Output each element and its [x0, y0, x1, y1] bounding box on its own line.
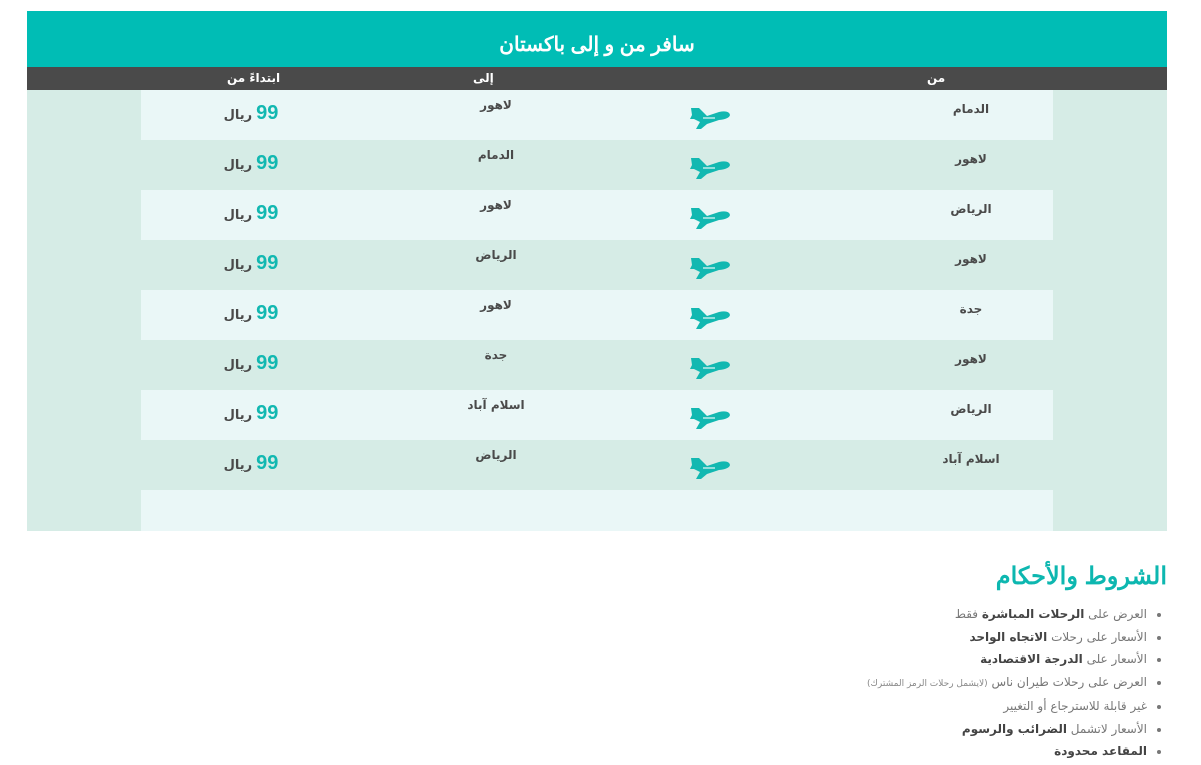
price-currency: ريال	[223, 458, 253, 473]
terms-item	[867, 718, 1147, 741]
price-currency: ريال	[223, 108, 253, 123]
airplane-icon	[689, 202, 733, 230]
route-price	[201, 402, 301, 425]
route-from: اسلام آباد	[942, 452, 1000, 466]
header-to: إلى	[473, 71, 494, 85]
airplane-icon	[689, 252, 733, 280]
price-value: 99	[256, 152, 279, 174]
price-value: 99	[256, 102, 279, 124]
route-to: الدمام	[477, 148, 515, 162]
price-currency: ريال	[223, 408, 253, 423]
terms-list	[867, 603, 1167, 763]
route-to: اسلام آباد	[467, 398, 525, 412]
route-price	[201, 302, 301, 325]
terms-emphasis: المقاعد محدودة	[1054, 744, 1147, 758]
route-to: لاهور	[480, 298, 512, 312]
terms-text: غير قابلة للاسترجاع أو التغيير	[1003, 699, 1147, 713]
terms-item	[867, 648, 1147, 671]
route-to: الرياض	[475, 448, 517, 462]
terms-item	[867, 695, 1147, 718]
route-from: لاهور	[955, 252, 987, 266]
table-row-empty	[141, 490, 1053, 531]
table-row	[141, 190, 1053, 240]
price-value: 99	[256, 302, 279, 324]
terms-item	[867, 740, 1147, 763]
table-header	[27, 67, 1167, 90]
route-price	[201, 352, 301, 375]
terms-emphasis: الرحلات المباشرة	[981, 607, 1085, 621]
airplane-icon	[689, 152, 733, 180]
price-currency: ريال	[223, 208, 253, 223]
route-from: الرياض	[950, 202, 992, 216]
terms-text-end: فقط	[954, 607, 982, 621]
terms-emphasis: الدرجة الاقتصادية	[980, 652, 1083, 666]
route-price	[201, 152, 301, 175]
table-row	[141, 390, 1053, 440]
table-row	[141, 90, 1053, 140]
promo-table	[27, 11, 1167, 531]
price-currency: ريال	[223, 308, 253, 323]
price-value: 99	[256, 402, 279, 424]
terms-text: العرض على	[1084, 607, 1147, 621]
price-currency: ريال	[223, 258, 253, 273]
price-value: 99	[256, 352, 279, 374]
route-from: لاهور	[955, 352, 987, 366]
table-body	[27, 90, 1167, 531]
terms-section	[867, 562, 1167, 763]
header-from: من	[927, 71, 946, 85]
table-row	[141, 440, 1053, 490]
route-to: لاهور	[480, 198, 512, 212]
route-price	[201, 452, 301, 475]
price-value: 99	[256, 252, 279, 274]
airplane-icon	[689, 402, 733, 430]
terms-emphasis: الضرائب والرسوم	[961, 721, 1067, 736]
route-to: جدة	[484, 348, 508, 362]
route-price	[201, 252, 301, 275]
airplane-icon	[689, 302, 733, 330]
terms-item	[867, 626, 1147, 649]
terms-text: الأسعار لاتشمل	[1066, 721, 1147, 736]
table-row	[141, 290, 1053, 340]
route-price	[201, 102, 301, 125]
terms-item	[867, 603, 1147, 626]
route-to: لاهور	[480, 98, 512, 112]
table-row	[141, 140, 1053, 190]
terms-note: (لايشمل رحلات الرمز المشترك)	[867, 678, 988, 689]
airplane-icon	[689, 452, 733, 480]
route-from: لاهور	[955, 152, 987, 166]
terms-item	[867, 671, 1147, 696]
airplane-icon	[689, 352, 733, 380]
header-starting-from: ابتداءً من	[227, 71, 281, 85]
price-currency: ريال	[223, 358, 253, 373]
price-currency: ريال	[223, 158, 253, 173]
price-value: 99	[256, 452, 279, 474]
route-price	[201, 202, 301, 225]
route-from: جدة	[959, 302, 983, 316]
airplane-icon	[689, 102, 733, 130]
terms-title: الشروط والأحكام	[995, 563, 1167, 590]
terms-text: العرض على رحلات طيران ناس	[987, 674, 1147, 689]
table-row	[141, 240, 1053, 290]
route-to: الرياض	[475, 248, 517, 262]
price-value: 99	[256, 202, 279, 224]
terms-emphasis: الاتجاه الواحد	[969, 629, 1048, 644]
table-row	[141, 340, 1053, 390]
route-from: الرياض	[950, 402, 992, 416]
banner-title: سافر من و إلى باكستان	[27, 11, 1167, 67]
route-from: الدمام	[952, 102, 990, 116]
terms-text: الأسعار على رحلات	[1047, 629, 1147, 644]
terms-text: الأسعار على	[1082, 652, 1147, 666]
